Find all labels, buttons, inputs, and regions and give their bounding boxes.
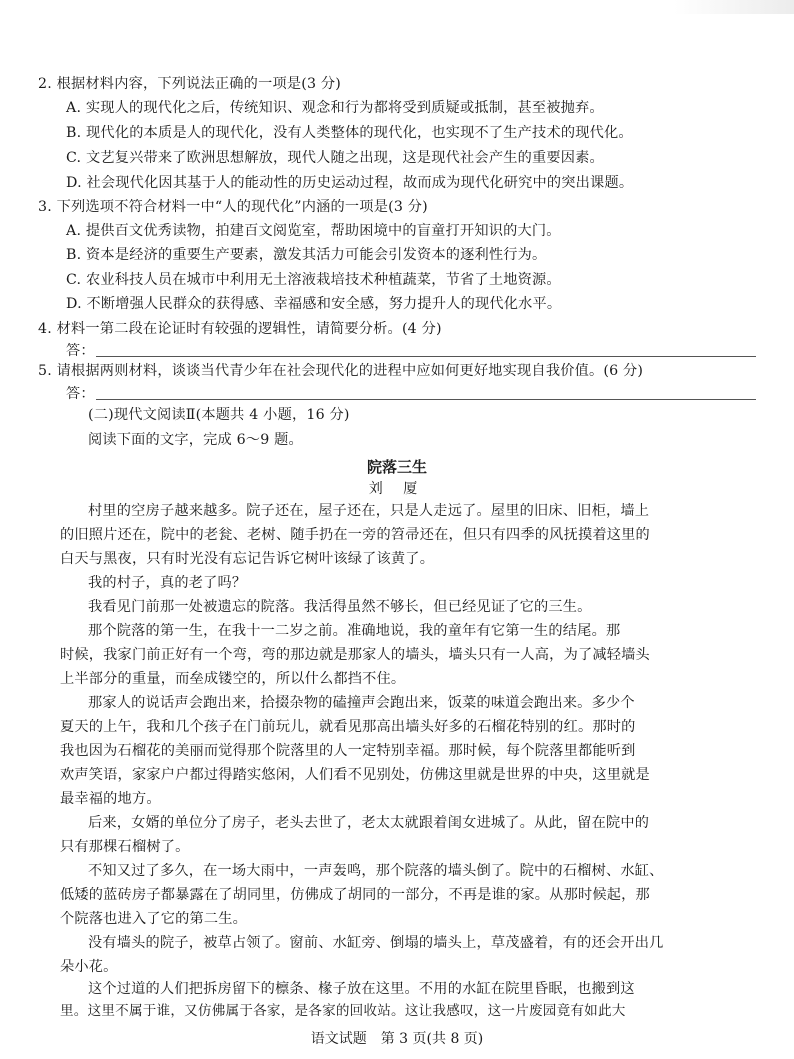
article-line: 后来，女婿的单位分了房子，老头去世了，老太太就跟着闺女进城了。从此，留在院中的 [88, 815, 650, 831]
article-line: 白天与黑夜，只有时光没有忘记告诉它树叶该绿了该黄了。 [60, 551, 435, 567]
section-heading: (二)现代文阅读Ⅱ(本题共 4 小题，16 分) [88, 407, 350, 423]
question-2-option-d: D. 社会现代化因其基于人的能动性的历史运动过程，故而成为现代化研究中的突出课题。 [66, 175, 634, 191]
article-line: 村里的空房子越来越多。院子还在，屋子还在，只是人走远了。屋里的旧床、旧柜，墙上 [88, 503, 650, 519]
article-line: 我看见门前那一处被遗忘的院落。我活得虽然不够长，但已经见证了它的三生。 [88, 599, 592, 615]
article-line: 最幸福的地方。 [60, 791, 161, 807]
article-line: 只有那棵石榴树了。 [60, 839, 190, 855]
section-instruction: 阅读下面的文字，完成 6～9 题。 [88, 432, 303, 448]
question-2-option-a: A. 实现人的现代化之后，传统知识、观念和行为都将受到质疑或抵制，甚至被抛弃。 [66, 100, 604, 116]
article-line: 夏天的上午，我和几个孩子在门前玩儿，就看见那高出墙头好多的石榴花特别的红。那时的 [60, 719, 636, 735]
question-3-stem: 3. 下列选项不符合材料一中“人的现代化”内涵的一项是(3 分) [38, 199, 428, 215]
question-5-answer-line[interactable] [96, 399, 756, 400]
question-3-option-c: C. 农业科技人员在城市中利用无土溶液栽培技术种植蔬菜，节省了土地资源。 [66, 272, 561, 288]
question-4-answer-line[interactable] [96, 356, 756, 357]
question-4-answer-label: 答： [66, 343, 95, 359]
article-line: 不知又过了多久，在一场大雨中，一声轰鸣，那个院落的墙头倒了。院中的石榴树、水缸、 [88, 863, 664, 879]
article-line: 这个过道的人们把拆房留下的檩条、椽子放在这里。不用的水缸在院里昏眠，也搬到这 [88, 981, 635, 997]
article-line: 那个院落的第一生，在我十一二岁之前。准确地说，我的童年有它第一生的结尾。那 [88, 623, 621, 639]
question-3-option-d: D. 不断增强人民群众的获得感、幸福感和安全感，努力提升人的现代化水平。 [66, 296, 562, 312]
question-2-option-c: C. 文艺复兴带来了欧洲思想解放，现代人随之出现，这是现代社会产生的重要因素。 [66, 150, 604, 166]
article-line: 我的村子，真的老了吗？ [88, 575, 247, 591]
article-line: 欢声笑语，家家户户都过得踏实悠闲，人们看不见别处，仿佛这里就是世界的中央，这里就是 [60, 767, 650, 783]
article-line: 上半部分的重量，而垒成镂空的，所以什么都挡不住。 [60, 671, 406, 687]
question-3-option-b: B. 资本是经济的重要生产要素，激发其活力可能会引发资本的逐利性行为。 [66, 247, 547, 263]
question-2-option-b: B. 现代化的本质是人的现代化，没有人类整体的现代化，也实现不了生产技术的现代化。 [66, 125, 633, 141]
question-2-stem: 2. 根据材料内容，下列说法正确的一项是(3 分) [38, 76, 342, 92]
article-line: 朵小花。 [60, 959, 118, 975]
article-line: 没有墙头的院子，被草占领了。窗前、水缸旁、倒塌的墙头上，草茂盛着，有的还会开出几 [88, 935, 664, 951]
article-line: 时候，我家门前正好有一个弯，弯的那边就是那家人的墙头，墙头只有一人高，为了减轻墙头 [60, 647, 650, 663]
article-line: 里。这里不属于谁，又仿佛属于各家，是各家的回收站。这让我感叹，这一片废园竟有如此大 [60, 1003, 626, 1019]
scan-corner-shadow [674, 0, 794, 14]
article-author: 刘 厦 [368, 481, 426, 497]
article-line: 低矮的蓝砖房子都暴露在了胡同里，仿佛成了胡同的一部分，不再是谁的家。从那时候起，那 [60, 887, 650, 903]
question-5-answer-label: 答： [66, 386, 95, 402]
page-footer: 语文试题 第 3 页(共 8 页) [310, 1031, 484, 1047]
article-line: 我也因为石榴花的美丽而觉得那个院落里的人一定特别幸福。那时候，每个院落里都能听到 [60, 743, 636, 759]
article-title: 院落三生 [366, 458, 427, 476]
question-4-stem: 4. 材料一第二段在论证时有较强的逻辑性，请简要分析。(4 分) [38, 321, 442, 337]
question-5-stem: 5. 请根据两则材料，谈谈当代青少年在社会现代化的进程中应如何更好地实现自我价值。(6 分) [38, 363, 644, 379]
article-line: 个院落也进入了它的第二生。 [60, 911, 248, 927]
question-3-option-a: A. 提供百文优秀读物，拍建百文阅览室，帮助困境中的盲童打开知识的大门。 [66, 223, 561, 239]
article-line: 那家人的说话声会跑出来，拾掇杂物的磕撞声会跑出来，饭菜的味道会跑出来。多少个 [88, 695, 635, 711]
article-line: 的旧照片还在，院中的老瓮、老树、随手扔在一旁的笤帚还在，但只有四季的风抚摸着这里的 [60, 527, 650, 543]
